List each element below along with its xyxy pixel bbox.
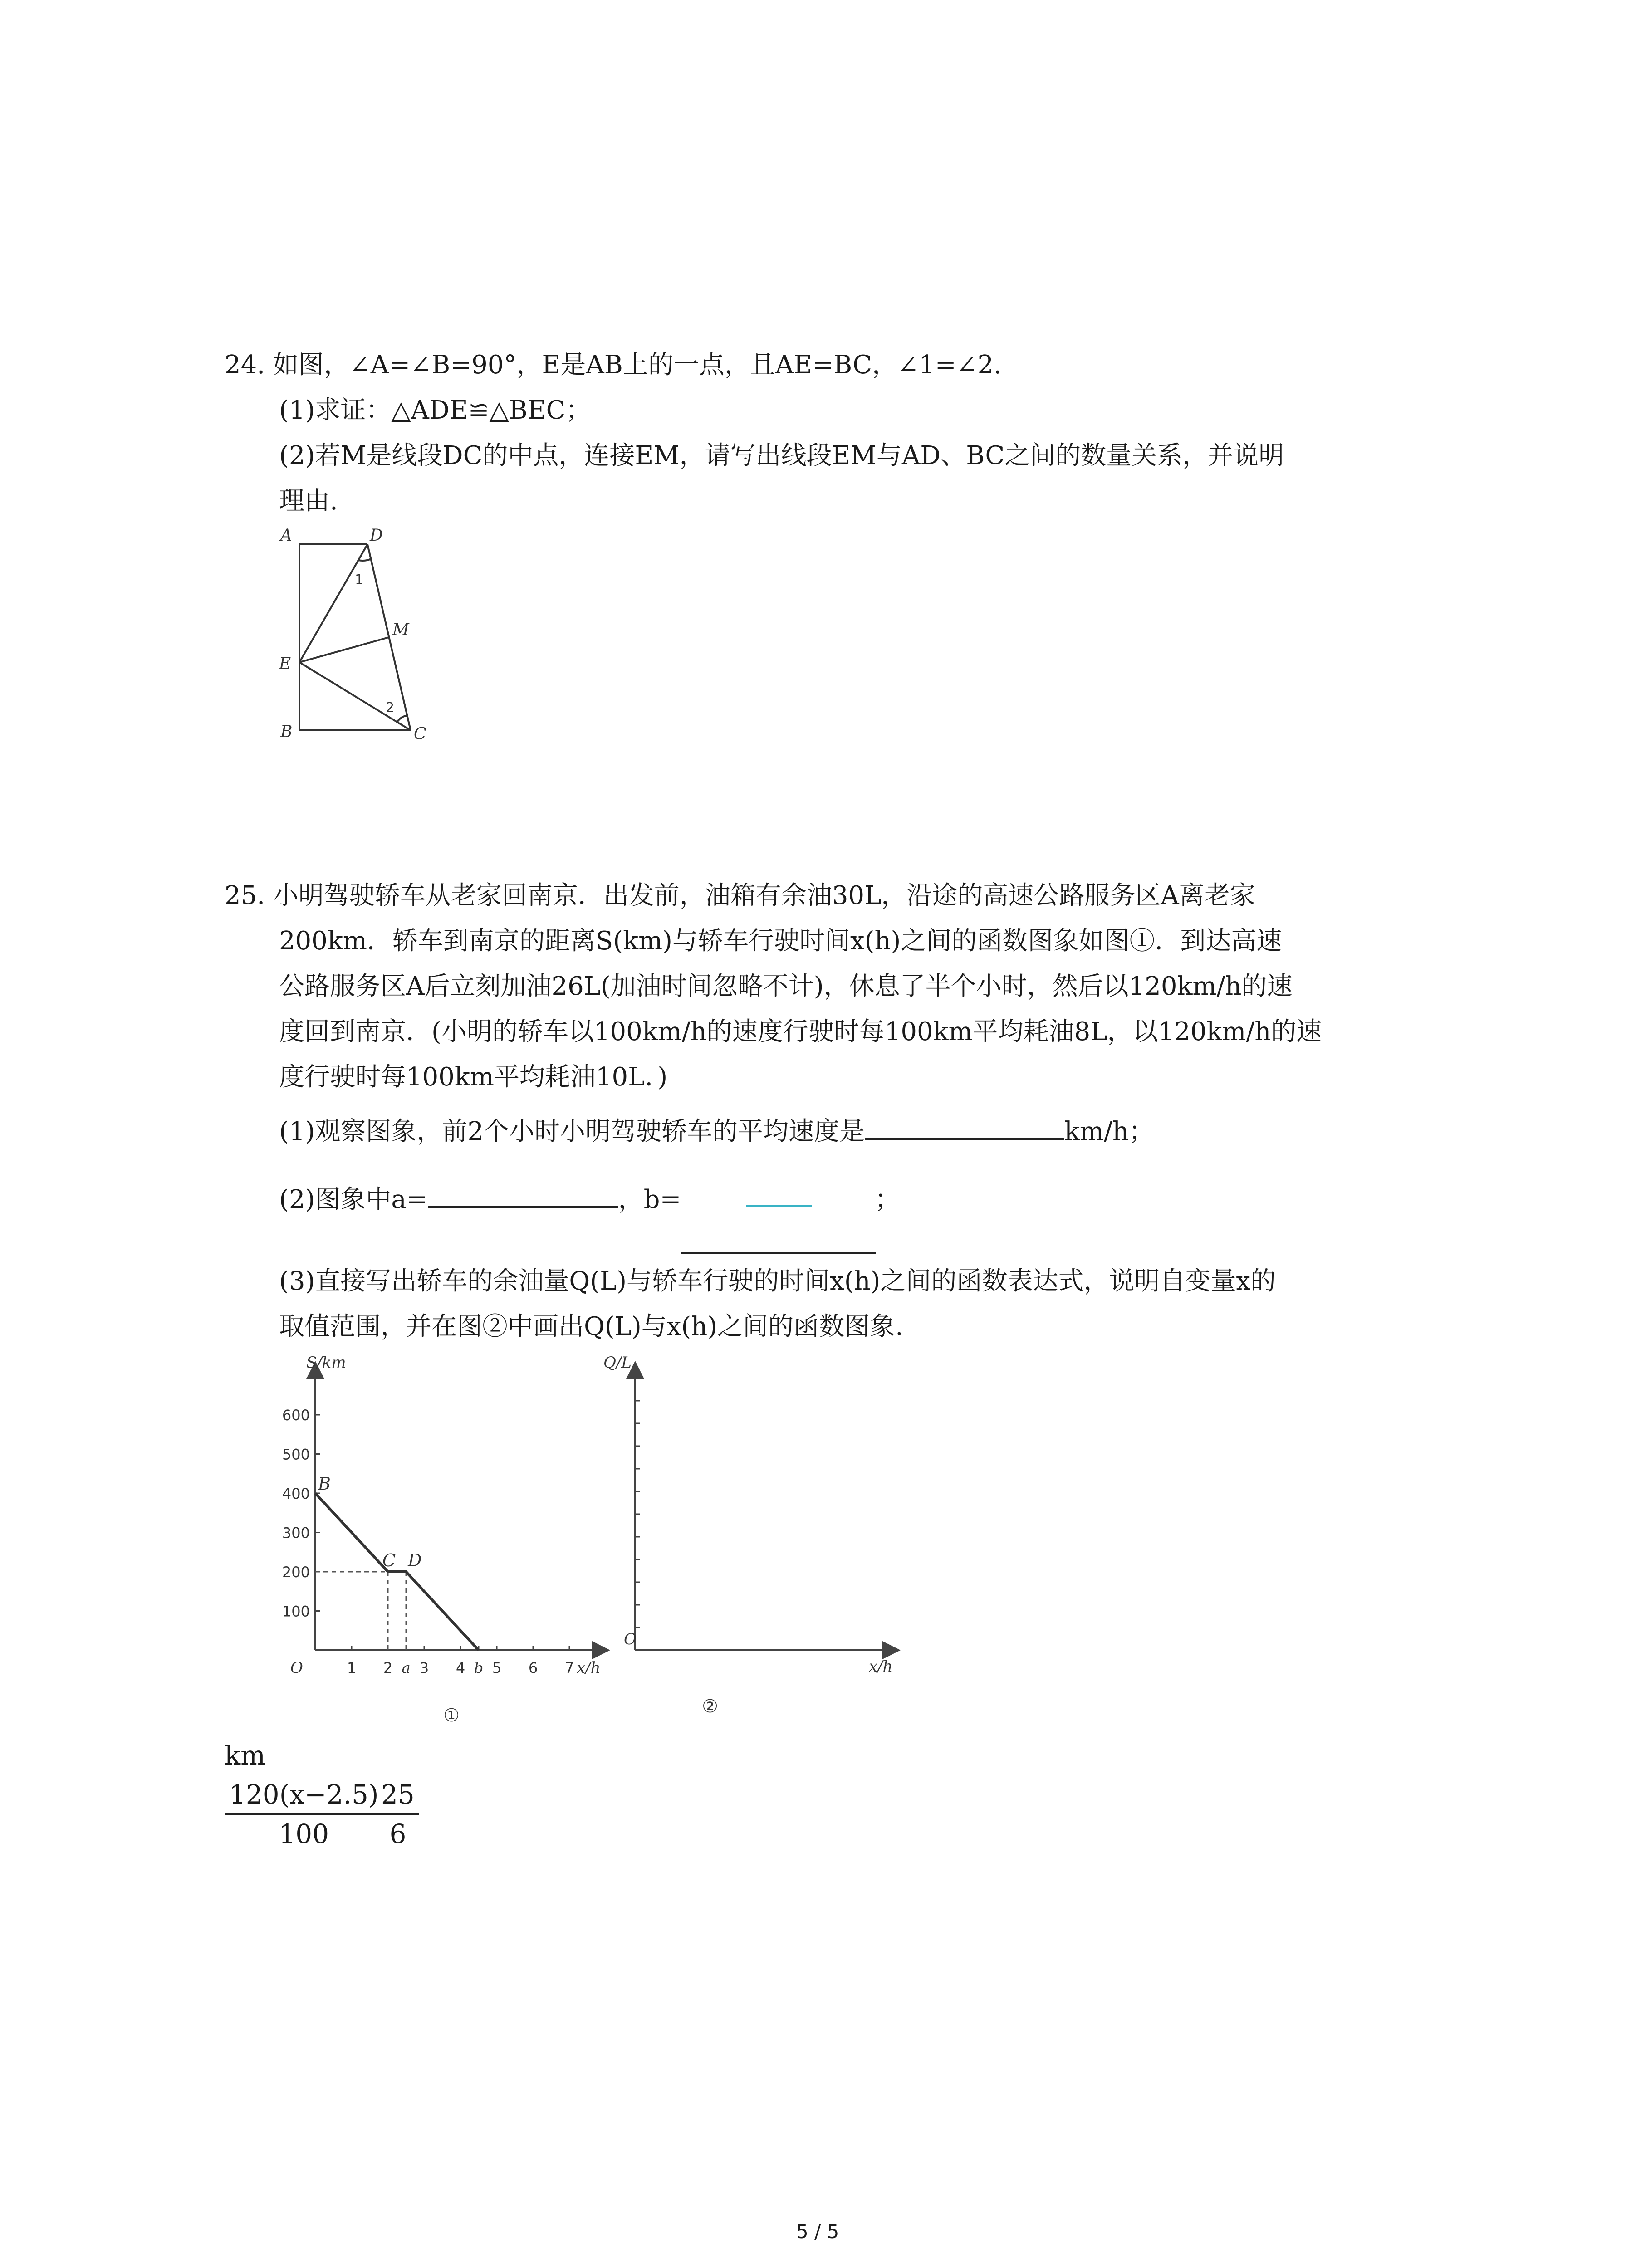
fraction-1-denominator: 100 bbox=[279, 1818, 329, 1849]
distance-time-chart bbox=[272, 1354, 617, 1730]
q24-stem: 24. 如图，∠A=∠B=90°，E是AB上的一点，且AE=BC，∠1=∠2. bbox=[225, 350, 1002, 380]
q25-stem-line4: 度回到南京．(小明的轿车以100km/h的速度行驶时每100km平均耗油8L，以120km/h的速 bbox=[279, 1017, 1322, 1046]
x-tick-label: 6 bbox=[528, 1659, 538, 1677]
q25-part1-unit: km/h； bbox=[1064, 1117, 1154, 1146]
y-tick-label: 200 bbox=[282, 1564, 310, 1581]
label-c: C bbox=[414, 725, 426, 743]
q25-part1 bbox=[279, 1116, 1154, 1148]
q25-part2-b: ，b= bbox=[618, 1185, 681, 1214]
segment-ec bbox=[299, 662, 411, 730]
segment-em bbox=[299, 637, 389, 662]
y-tick-label: 400 bbox=[282, 1485, 310, 1502]
fraction-2-denominator: 6 bbox=[389, 1818, 407, 1849]
x-tick-label: 7 bbox=[564, 1659, 574, 1677]
x-tick-label: b bbox=[474, 1659, 484, 1677]
x-tick-label: 1 bbox=[347, 1659, 357, 1677]
q25-part1-text: (1)观察图象，前2个小时小明驾驶轿车的平均速度是 bbox=[279, 1117, 865, 1146]
angle2-arc bbox=[397, 716, 407, 722]
origin-label: O bbox=[624, 1630, 637, 1648]
y-tick-label: 500 bbox=[282, 1446, 310, 1463]
point-label-b: B bbox=[318, 1474, 331, 1494]
label-angle2: 2 bbox=[386, 700, 395, 716]
angle1-arc bbox=[358, 559, 371, 561]
label-m: M bbox=[392, 621, 409, 639]
q24-part1: (1)求证：△ADE≌△BEC； bbox=[279, 396, 591, 425]
page-number: 5 / 5 bbox=[796, 2220, 839, 2243]
label-angle1: 1 bbox=[355, 572, 364, 588]
fuel-time-chart bbox=[603, 1354, 907, 1730]
q24-part2: (2)若M是线段DC的中点，连接EM，请写出线段EM与AD、BC之间的数量关系，并说明 bbox=[279, 441, 1284, 470]
chart2-caption: ② bbox=[702, 1696, 718, 1717]
q25-stem-line2: 200km．轿车到南京的距离S(km)与轿车行驶时间x(h)之间的函数图象如图①．到达高速 bbox=[279, 926, 1282, 956]
q25-stem-line3: 公路服务区A后立刻加油26L(加油时间忽略不计)，休息了半个小时，然后以120km/h的速 bbox=[279, 972, 1293, 1001]
q25-stem-line5: 度行驶时每100km平均耗油10L．) bbox=[279, 1062, 668, 1092]
label-e: E bbox=[279, 655, 291, 673]
x-axis-label: x/h bbox=[869, 1657, 893, 1676]
q25-stem-line1: 25. 小明驾驶轿车从老家回南京．出发前，油箱有余油30L，沿途的高速公路服务区A离老家 bbox=[225, 881, 1255, 910]
q25-part2-end: ； bbox=[875, 1185, 900, 1214]
q25-part3-cont: 取值范围，并在图②中画出Q(L)与x(h)之间的函数图象. bbox=[279, 1312, 903, 1341]
answer-blank-b[interactable] bbox=[681, 1252, 876, 1254]
label-a: A bbox=[280, 526, 292, 545]
origin-label: O bbox=[290, 1659, 303, 1677]
chart1-caption: ① bbox=[443, 1705, 460, 1726]
x-axis-label: x/h bbox=[577, 1659, 601, 1677]
y-axis-label: Q/L bbox=[603, 1354, 632, 1372]
q24-geometry-figure bbox=[272, 526, 445, 744]
stray-fraction-1 bbox=[225, 1776, 383, 1853]
fraction-1-numerator: 120(x−2.5) bbox=[225, 1776, 383, 1815]
stray-unit: km bbox=[225, 1740, 266, 1771]
y-axis-label: S/km bbox=[306, 1354, 346, 1372]
answer-mark-b bbox=[746, 1205, 812, 1207]
answer-blank-a[interactable] bbox=[428, 1206, 618, 1208]
x-tick-label: 5 bbox=[492, 1659, 502, 1677]
x-tick-label: 2 bbox=[383, 1659, 393, 1677]
y-tick-label: 100 bbox=[282, 1603, 310, 1620]
point-label-d: D bbox=[408, 1550, 422, 1570]
label-b: B bbox=[280, 723, 293, 741]
q25-part2-a: (2)图象中a= bbox=[279, 1185, 428, 1214]
stray-fraction-2 bbox=[377, 1776, 419, 1853]
x-tick-label: 4 bbox=[456, 1659, 465, 1677]
point-label-c: C bbox=[382, 1550, 396, 1570]
x-tick-label: a bbox=[402, 1659, 411, 1677]
fraction-2-numerator: 25 bbox=[377, 1776, 419, 1815]
q25-part3: (3)直接写出轿车的余油量Q(L)与轿车行驶的时间x(h)之间的函数表达式，说明自变量x的 bbox=[279, 1266, 1276, 1296]
answer-blank-speed[interactable] bbox=[865, 1138, 1064, 1140]
x-tick-label: 3 bbox=[419, 1659, 429, 1677]
q24-part2-cont: 理由. bbox=[279, 486, 338, 516]
segment-ed bbox=[299, 544, 367, 662]
y-tick-label: 600 bbox=[282, 1407, 310, 1424]
label-d: D bbox=[370, 526, 383, 545]
q25-part2 bbox=[279, 1184, 681, 1216]
y-tick-label: 300 bbox=[282, 1524, 310, 1542]
